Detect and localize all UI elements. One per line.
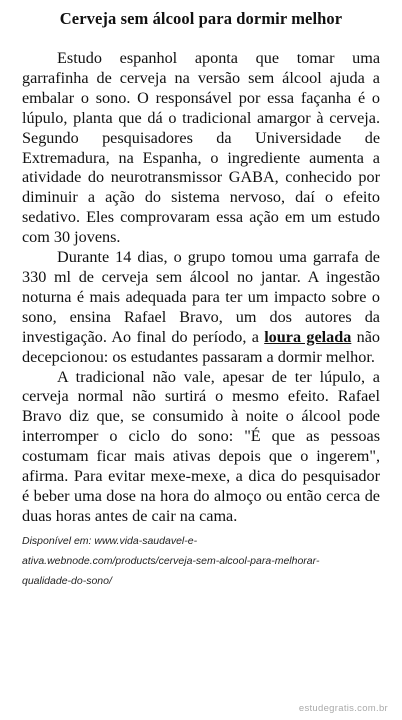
article-body	[22, 49, 380, 527]
paragraph-2	[22, 248, 380, 367]
paragraph-2-start: Durante 14 dias, o grupo tomou uma garrafa de 330 ml de cerveja sem álcool no jantar. A ingestão noturna é mais adequada para ter um impacto sobre o sono, ensina Rafael Bravo, um dos autores da investigação. Ao final do período, a	[22, 248, 380, 346]
highlighted-term: loura gelada	[264, 327, 352, 346]
source-line-1: Disponível em: www.vida-saudavel-e-	[22, 534, 198, 547]
source-line-3: qualidade-do-sono/	[22, 574, 112, 587]
paragraph-1: Estudo espanhol aponta que tomar uma garrafinha de cerveja na versão sem álcool ajuda a embalar o sono. O responsável por essa façanha é o lúpulo, planta que dá o tradicional amargor à cerveja. Segundo pesquisadores da Universidade de Extremadura, na Espanha, o ingrediente aumenta a atividade do neurotransmissor GABA, conhecido por diminuir a ação do sistema nervoso, daí o efeito sedativo. Eles comprovaram essa ação em um estudo com 30 jovens.	[22, 49, 380, 247]
article-title: Cerveja sem álcool para dormir melhor	[59, 9, 343, 28]
paragraph-3: A tradicional não vale, apesar de ter lúpulo, a cerveja normal não surtirá o mesmo efeito. Rafael Bravo diz que, se consumido à noite o álcool pode interromper o ciclo do sono: "É que as pessoas costumam ficar mais ativas depois que o ingerem", afirma. Para evitar mexe-mexe, a dica do pesquisador é beber uma dose na hora do almoço ou então cerca de duas horas antes de cair na cama.	[22, 367, 380, 525]
paragraph-2-end: não decepcionou: os estudantes passaram a dormir melhor.	[22, 327, 381, 366]
site-watermark: estudegratis.com.br	[298, 703, 388, 714]
source-line-2: ativa.webnode.com/products/cerveja-sem-alcool-para-melhorar-	[22, 554, 320, 567]
source-citation	[22, 531, 380, 591]
